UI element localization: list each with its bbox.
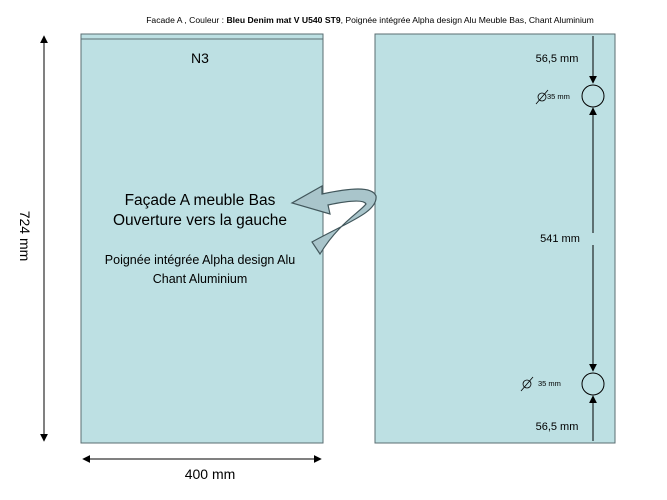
front-panel [81, 34, 323, 443]
width-dimension-label: 400 mm [184, 466, 236, 482]
middle-gap-label: 541 mm [525, 233, 595, 245]
hinge-hole-top [582, 85, 604, 107]
header-prefix: Facade A , Couleur : [146, 15, 227, 25]
opening-direction: Ouverture vers la gauche [112, 212, 288, 229]
edge-description: Chant Aluminium [152, 272, 248, 286]
header-suffix: , Poignée intégrée Alpha design Alu Meuble Bas, Chant Aluminium [340, 15, 594, 25]
hole-bottom-diameter-label: 35 mm [538, 379, 561, 388]
top-gap-label: 56,5 mm [522, 53, 592, 65]
height-dimension-label: 724 mm [17, 210, 33, 262]
hole-top-diameter-label: 35 mm [547, 92, 570, 101]
panel-tag: N3 [191, 50, 209, 66]
bottom-gap-label: 56,5 mm [522, 421, 592, 433]
handle-description: Poignée intégrée Alpha design Alu [104, 253, 296, 267]
facade-title: Façade A meuble Bas [124, 192, 276, 209]
header-color: Bleu Denim mat V U540 ST9 [226, 15, 341, 25]
hinge-hole-bottom [582, 373, 604, 395]
